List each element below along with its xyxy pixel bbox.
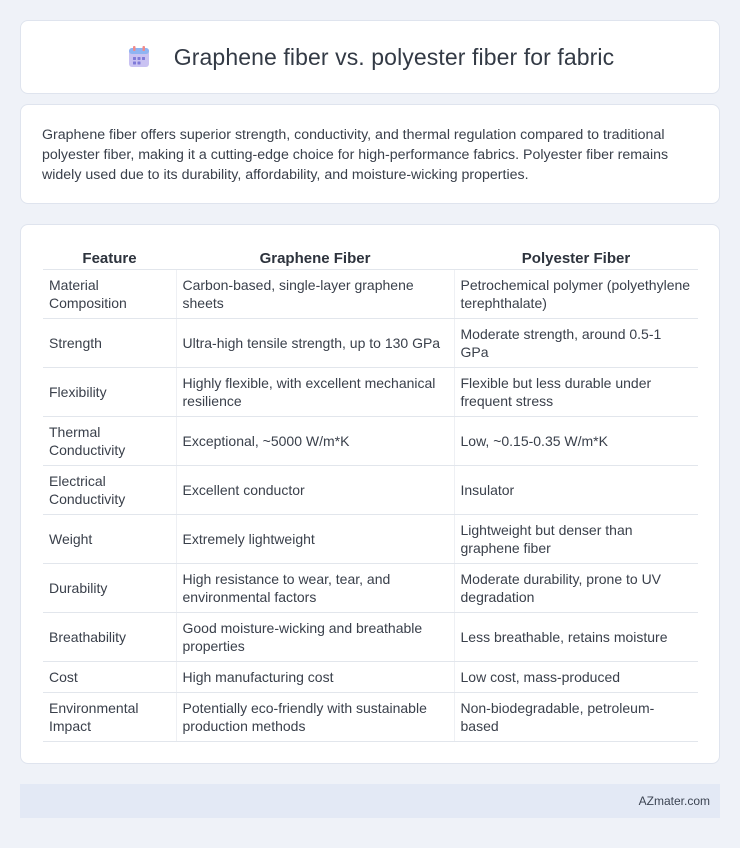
summary-card bbox=[20, 104, 720, 204]
cell-polyester: Petrochemical polymer (polyethylene terephthalate) bbox=[454, 269, 698, 318]
summary-text: Graphene fiber offers superior strength, conductivity, and thermal regulation compared to traditional polyester fiber, making it a cutting-edge choice for high-performance fabrics. Polyester fiber remains widely used due to its durability, affordability, and moisture-wicking properties. bbox=[42, 127, 669, 183]
cell-feature: Cost bbox=[43, 661, 176, 692]
table-row bbox=[43, 563, 698, 612]
cell-feature: Environmental Impact bbox=[43, 692, 176, 741]
title-wrap bbox=[126, 44, 614, 71]
cell-polyester: Moderate strength, around 0.5-1 GPa bbox=[454, 318, 698, 367]
cell-feature: Breathability bbox=[43, 612, 176, 661]
cell-feature: Durability bbox=[43, 563, 176, 612]
table-row bbox=[43, 318, 698, 367]
table-row bbox=[43, 692, 698, 741]
header-graphene: Graphene Fiber bbox=[176, 247, 454, 269]
cell-feature: Strength bbox=[43, 318, 176, 367]
cell-graphene: High manufacturing cost bbox=[176, 661, 454, 692]
cell-graphene: Extremely lightweight bbox=[176, 514, 454, 563]
header-feature: Feature bbox=[43, 247, 176, 269]
cell-graphene: Potentially eco-friendly with sustainable production methods bbox=[176, 692, 454, 741]
cell-graphene: Exceptional, ~5000 W/m*K bbox=[176, 416, 454, 465]
cell-polyester: Low, ~0.15-0.35 W/m*K bbox=[454, 416, 698, 465]
cell-feature: Thermal Conductivity bbox=[43, 416, 176, 465]
table-row bbox=[43, 514, 698, 563]
header-polyester: Polyester Fiber bbox=[454, 247, 698, 269]
cell-graphene: Excellent conductor bbox=[176, 465, 454, 514]
cell-polyester: Insulator bbox=[454, 465, 698, 514]
cell-graphene: Carbon-based, single-layer graphene sheets bbox=[176, 269, 454, 318]
table-header-row bbox=[43, 247, 698, 269]
cell-polyester: Lightweight but denser than graphene fiber bbox=[454, 514, 698, 563]
cell-polyester: Low cost, mass-produced bbox=[454, 661, 698, 692]
cell-graphene: Ultra-high tensile strength, up to 130 GPa bbox=[176, 318, 454, 367]
comparison-table bbox=[43, 247, 698, 742]
comparison-table-card bbox=[20, 224, 720, 764]
cell-feature: Material Composition bbox=[43, 269, 176, 318]
cell-feature: Weight bbox=[43, 514, 176, 563]
cell-polyester: Less breathable, retains moisture bbox=[454, 612, 698, 661]
cell-polyester: Flexible but less durable under frequent stress bbox=[454, 367, 698, 416]
cell-feature: Flexibility bbox=[43, 367, 176, 416]
calendar-icon bbox=[126, 44, 152, 70]
footer bbox=[20, 784, 720, 818]
table-row bbox=[43, 367, 698, 416]
table-row bbox=[43, 612, 698, 661]
cell-graphene: High resistance to wear, tear, and environmental factors bbox=[176, 563, 454, 612]
page-title: Graphene fiber vs. polyester fiber for fabric bbox=[173, 43, 615, 70]
table-row bbox=[43, 661, 698, 692]
table-row bbox=[43, 416, 698, 465]
cell-feature: Electrical Conductivity bbox=[43, 465, 176, 514]
cell-graphene: Highly flexible, with excellent mechanical resilience bbox=[176, 367, 454, 416]
table-row bbox=[43, 269, 698, 318]
cell-polyester: Non-biodegradable, petroleum-based bbox=[454, 692, 698, 741]
title-card bbox=[20, 20, 720, 94]
cell-polyester: Moderate durability, prone to UV degradation bbox=[454, 563, 698, 612]
table-row bbox=[43, 465, 698, 514]
cell-graphene: Good moisture-wicking and breathable properties bbox=[176, 612, 454, 661]
footer-brand[interactable]: AZmater.com bbox=[638, 794, 710, 808]
